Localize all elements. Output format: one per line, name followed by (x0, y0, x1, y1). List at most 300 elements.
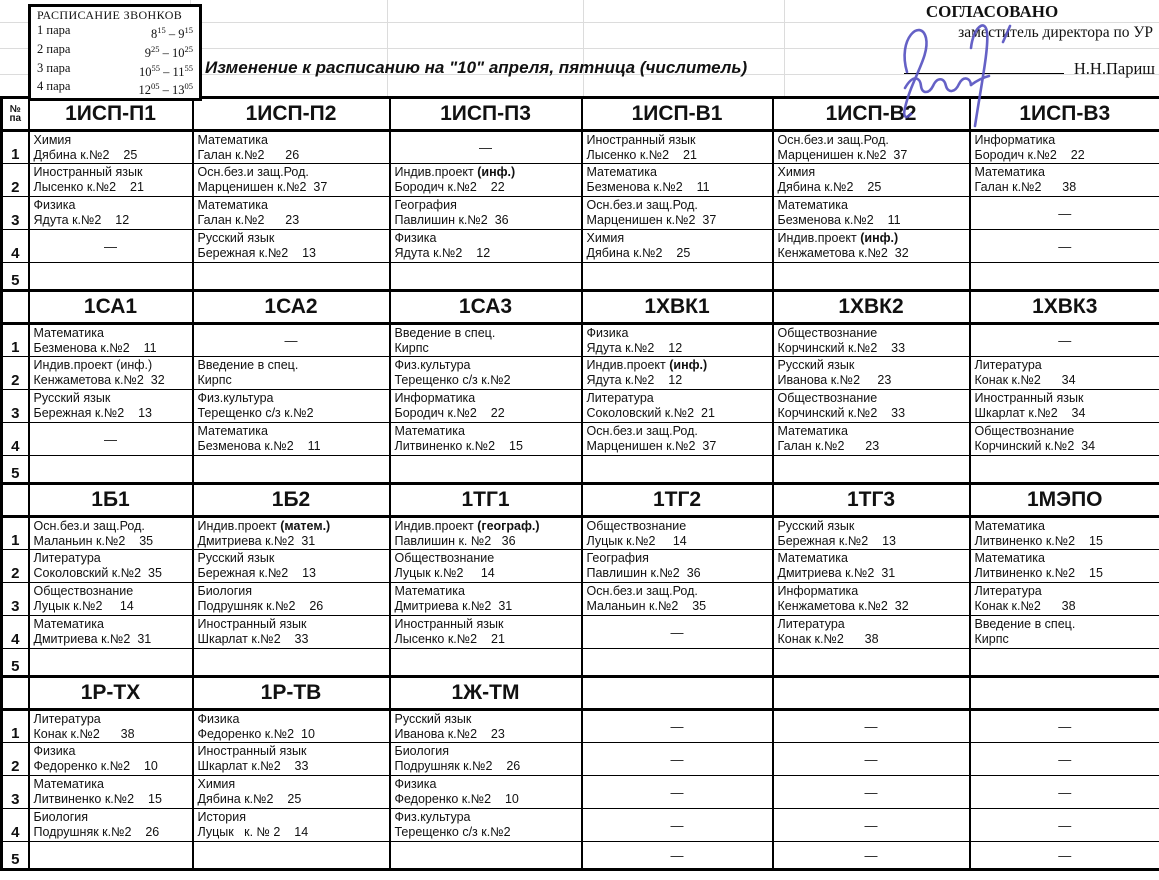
lesson-subject: Обществознание (777, 391, 878, 405)
pair-number: 2 (2, 550, 29, 583)
lesson-cell (970, 616, 1159, 649)
lesson-cell (390, 390, 582, 423)
lesson-teacher-room: Кенжаметова к.№2 32 (33, 373, 165, 387)
lesson-subject: Обществознание (33, 584, 134, 598)
lesson-subject: Индив.проект (инф.) (33, 358, 153, 372)
no-lesson-cell: — (773, 842, 970, 870)
bell-row (37, 42, 193, 61)
lesson-cell (773, 197, 970, 230)
pair-number: 2 (2, 743, 29, 776)
lesson-cell (193, 583, 390, 616)
empty-cell (773, 456, 970, 484)
lesson-cell (970, 517, 1159, 550)
lesson-subject: Литература (974, 358, 1042, 372)
no-lesson-cell: — (193, 324, 390, 357)
lesson-cell (390, 809, 582, 842)
schedule-section-3 (0, 482, 1159, 678)
group-header-1ХВК1: 1ХВК1 (582, 291, 773, 324)
lesson-subject: Иностранный язык (586, 133, 696, 147)
group-header-1ИСП-П3: 1ИСП-П3 (390, 98, 582, 131)
lesson-cell (193, 230, 390, 263)
lesson-teacher-room: Лысенко к.№2 21 (394, 632, 505, 646)
lesson-teacher-room: Дмитриева к.№2 31 (197, 534, 316, 548)
gridline (784, 0, 785, 96)
lesson-cell (582, 324, 773, 357)
lesson-cell (582, 390, 773, 423)
schedule-section-2 (0, 289, 1159, 485)
bell-row-time: $10^{55} - 11^{55}$ (138, 62, 193, 79)
pair-number: 3 (2, 583, 29, 616)
lesson-cell (970, 550, 1159, 583)
lesson-teacher-room: Подрушняк к.№2 26 (197, 599, 324, 613)
lesson-cell (29, 324, 193, 357)
lesson-teacher-room: Конак к.№2 34 (974, 373, 1076, 387)
lesson-cell (390, 357, 582, 390)
lesson-teacher-room: Безменова к.№2 11 (33, 341, 157, 355)
lesson-cell (970, 357, 1159, 390)
lesson-cell (193, 197, 390, 230)
lesson-cell (29, 616, 193, 649)
lesson-cell (773, 616, 970, 649)
lesson-teacher-room: Федоренко к.№2 10 (394, 792, 519, 806)
lesson-teacher-room: Дябина к.№2 25 (586, 246, 691, 260)
lesson-teacher-room: Павлишин к.№2 36 (586, 566, 701, 580)
lesson-subject: История (197, 810, 246, 824)
lesson-teacher-room: Безменова к.№2 11 (586, 180, 710, 194)
lesson-subject: Индив.проект (инф.) (394, 165, 516, 179)
lesson-cell (582, 164, 773, 197)
lesson-teacher-room: Луцык к.№2 14 (586, 534, 687, 548)
lesson-cell (390, 324, 582, 357)
lesson-subject: Химия (197, 777, 236, 791)
lesson-subject: Физ.культура (394, 358, 471, 372)
lesson-teacher-room: Литвиненко к.№2 15 (974, 566, 1103, 580)
no-lesson-cell: — (773, 743, 970, 776)
lesson-subject: Индив.проект (географ.) (394, 519, 540, 533)
lesson-teacher-room: Павлишин к.№2 36 (394, 213, 509, 227)
lesson-teacher-room: Подрушняк к.№2 26 (394, 759, 521, 773)
lesson-subject: Русский язык (197, 231, 275, 245)
lesson-teacher-room: Луцык к.№2 14 (394, 566, 495, 580)
pair-number: 1 (2, 710, 29, 743)
lesson-cell (29, 809, 193, 842)
lesson-cell (193, 776, 390, 809)
lesson-cell (29, 197, 193, 230)
lesson-cell (390, 164, 582, 197)
lesson-teacher-room: Дябина к.№2 25 (33, 148, 138, 162)
lesson-subject: Иностранный язык (33, 165, 143, 179)
lesson-subject: Математика (394, 424, 465, 438)
empty-cell (970, 263, 1159, 291)
lesson-cell (970, 131, 1159, 164)
lesson-teacher-room: Федоренко к.№2 10 (197, 727, 315, 741)
gridline (583, 0, 584, 96)
no-lesson-cell: — (29, 423, 193, 456)
lesson-subject: Математика (974, 519, 1045, 533)
lesson-cell (390, 423, 582, 456)
lesson-subject: Математика (974, 165, 1045, 179)
schedule-tables (0, 96, 1159, 871)
lesson-subject: Физ.культура (197, 391, 274, 405)
lesson-cell (582, 423, 773, 456)
empty-cell (582, 456, 773, 484)
lesson-cell (970, 164, 1159, 197)
bell-row-label: 3 пара (37, 60, 71, 75)
lesson-subject: Биология (197, 584, 253, 598)
group-header-1СА1: 1СА1 (29, 291, 193, 324)
pair-number: 3 (2, 776, 29, 809)
lesson-subject: Осн.без.и защ.Род. (586, 198, 698, 212)
pair-number: 3 (2, 197, 29, 230)
no-lesson-cell: — (582, 842, 773, 870)
lesson-teacher-room: Лысенко к.№2 21 (33, 180, 144, 194)
lesson-subject: Математика (777, 551, 848, 565)
lesson-cell (390, 550, 582, 583)
lesson-teacher-room: Соколовский к.№2 35 (33, 566, 162, 580)
empty-cell (29, 263, 193, 291)
bell-row (37, 79, 193, 98)
bell-schedule-rows (37, 23, 193, 101)
lesson-cell (582, 131, 773, 164)
lesson-teacher-room: Конак к.№2 38 (974, 599, 1076, 613)
lesson-cell (582, 583, 773, 616)
lesson-subject: Литература (33, 712, 101, 726)
lesson-teacher-room: Корчинский к.№2 33 (777, 341, 906, 355)
group-header-1Б1: 1Б1 (29, 484, 193, 517)
group-header-1ХВК3: 1ХВК3 (970, 291, 1159, 324)
lesson-subject: География (394, 198, 457, 212)
bell-row (37, 61, 193, 80)
lesson-teacher-room: Дябина к.№2 25 (197, 792, 302, 806)
lesson-subject: Физика (33, 198, 76, 212)
lesson-cell (193, 809, 390, 842)
lesson-teacher-room: Ядута к.№2 12 (33, 213, 130, 227)
lesson-teacher-room: Корчинский к.№2 33 (777, 406, 906, 420)
lesson-cell (193, 517, 390, 550)
lesson-teacher-room: Терещенко с/з к.№2 (197, 406, 314, 420)
lesson-subject: Осн.без.и защ.Род. (586, 424, 698, 438)
lesson-subject: Литература (974, 584, 1042, 598)
lesson-teacher-room: Конак к.№2 38 (777, 632, 879, 646)
lesson-subject: Русский язык (777, 519, 855, 533)
lesson-subject: Физика (197, 712, 240, 726)
pair-number: 4 (2, 809, 29, 842)
lesson-teacher-room: Павлишин к. №2 36 (394, 534, 516, 548)
lesson-cell (773, 131, 970, 164)
approval-name: Н.Н.Париш (1073, 59, 1155, 78)
group-header-1СА3: 1СА3 (390, 291, 582, 324)
bell-row-time: $8^{15} - 9^{15}$ (151, 25, 193, 42)
lesson-cell (29, 164, 193, 197)
lesson-cell (773, 583, 970, 616)
group-header-1СА2: 1СА2 (193, 291, 390, 324)
lesson-teacher-room: Марценишен к.№2 37 (586, 213, 717, 227)
lesson-cell (773, 517, 970, 550)
lesson-subject: Математика (197, 133, 268, 147)
lesson-teacher-room: Конак к.№2 38 (33, 727, 135, 741)
empty-cell (390, 842, 582, 870)
lesson-cell (193, 710, 390, 743)
lesson-subject: Русский язык (33, 391, 111, 405)
lesson-cell (970, 423, 1159, 456)
lesson-subject: Математика (777, 424, 848, 438)
bell-row-label: 2 пара (37, 41, 71, 56)
lesson-teacher-room: Марценишен к.№2 37 (777, 148, 908, 162)
lesson-subject: Иностранный язык (197, 617, 307, 631)
lesson-teacher-room: Маланьин к.№2 35 (586, 599, 707, 613)
pair-number: 4 (2, 423, 29, 456)
lesson-subject: Русский язык (777, 358, 855, 372)
no-lesson-cell: — (970, 842, 1159, 870)
bell-schedule-box (28, 4, 202, 101)
pair-number: 3 (2, 390, 29, 423)
pair-number: 2 (2, 164, 29, 197)
lesson-subject: Обществознание (586, 519, 687, 533)
lesson-subject: Осн.без.и защ.Род. (197, 165, 309, 179)
lesson-subject: Биология (33, 810, 89, 824)
empty-cell (29, 456, 193, 484)
lesson-cell (29, 743, 193, 776)
pair-number: 4 (2, 616, 29, 649)
group-header-1ИСП-В1: 1ИСП-В1 (582, 98, 773, 131)
no-lesson-cell: — (29, 230, 193, 263)
lesson-teacher-room: Дябина к.№2 25 (777, 180, 882, 194)
empty-cell (390, 263, 582, 291)
lesson-subject: Математика (974, 551, 1045, 565)
lesson-teacher-room: Луцык к. № 2 14 (197, 825, 309, 839)
lesson-subject: Иностранный язык (974, 391, 1084, 405)
lesson-subject: Информатика (974, 133, 1056, 147)
lesson-subject: Химия (586, 231, 625, 245)
lesson-subject: Физ.культура (394, 810, 471, 824)
lesson-cell (29, 776, 193, 809)
lesson-cell (390, 197, 582, 230)
lesson-teacher-room: Кирпс (394, 341, 429, 355)
lesson-cell (390, 230, 582, 263)
lesson-teacher-room: Иванова к.№2 23 (777, 373, 892, 387)
lesson-cell (193, 164, 390, 197)
lesson-teacher-room: Литвиненко к.№2 15 (974, 534, 1103, 548)
lesson-cell (390, 616, 582, 649)
lesson-subject: Математика (197, 198, 268, 212)
group-header-1ТГ2: 1ТГ2 (582, 484, 773, 517)
lesson-cell (193, 616, 390, 649)
pair-number: 1 (2, 324, 29, 357)
pair-number: 5 (2, 263, 29, 291)
lesson-cell (773, 164, 970, 197)
lesson-teacher-room: Дмитриева к.№2 31 (394, 599, 513, 613)
group-header-1ИСП-В2: 1ИСП-В2 (773, 98, 970, 131)
lesson-cell (29, 583, 193, 616)
lesson-teacher-room: Кенжаметова к.№2 32 (777, 599, 909, 613)
lesson-teacher-room: Галан к.№2 23 (777, 439, 880, 453)
lesson-subject: Литература (586, 391, 654, 405)
lesson-subject: Индив.проект (матем.) (197, 519, 331, 533)
lesson-subject: Осн.без.и защ.Род. (777, 133, 889, 147)
empty-cell (390, 456, 582, 484)
lesson-cell (193, 423, 390, 456)
empty-cell (29, 842, 193, 870)
empty-cell (29, 649, 193, 677)
no-lesson-cell: — (970, 743, 1159, 776)
empty-cell (773, 649, 970, 677)
lesson-teacher-room: Терещенко с/з к.№2 (394, 373, 511, 387)
lesson-cell (193, 390, 390, 423)
lesson-cell (582, 230, 773, 263)
lesson-cell (773, 390, 970, 423)
group-header-1ИСП-П1: 1ИСП-П1 (29, 98, 193, 131)
lesson-cell (193, 131, 390, 164)
no-lesson-cell: — (582, 809, 773, 842)
pair-number: 1 (2, 517, 29, 550)
lesson-subject: Литература (33, 551, 101, 565)
empty-cell (582, 649, 773, 677)
pair-number: 2 (2, 357, 29, 390)
lesson-teacher-room: Дмитриева к.№2 31 (33, 632, 152, 646)
lesson-subject: Информатика (394, 391, 476, 405)
empty-cell (773, 263, 970, 291)
no-lesson-cell: — (970, 809, 1159, 842)
bell-row-label: 4 пара (37, 79, 71, 94)
lesson-cell (390, 517, 582, 550)
lesson-subject: Физика (394, 231, 437, 245)
lesson-cell (390, 776, 582, 809)
bell-row (37, 23, 193, 42)
pair-number: 5 (2, 842, 29, 870)
pair-number-corner (2, 484, 29, 517)
group-header-1ХВК2: 1ХВК2 (773, 291, 970, 324)
page-title: Изменение к расписанию на "10" апреля, пятница (числитель) (205, 58, 748, 77)
schedule-section-1 (0, 96, 1159, 292)
lesson-teacher-room: Кирпс (197, 373, 232, 387)
bell-row-time (139, 98, 194, 101)
no-lesson-cell: — (582, 616, 773, 649)
pair-number-corner (2, 291, 29, 324)
group-header-empty (970, 677, 1159, 710)
lesson-teacher-room: Бородич к.№2 22 (394, 406, 505, 420)
lesson-teacher-room: Ядута к.№2 12 (586, 341, 683, 355)
pair-number: 5 (2, 456, 29, 484)
lesson-cell (390, 743, 582, 776)
group-header-1Б2: 1Б2 (193, 484, 390, 517)
lesson-subject: Иностранный язык (197, 744, 307, 758)
lesson-subject: Введение в спец. (197, 358, 299, 372)
lesson-subject: Осн.без.и защ.Род. (33, 519, 145, 533)
empty-cell (970, 649, 1159, 677)
lesson-teacher-room: Бережная к.№2 13 (33, 406, 152, 420)
lesson-teacher-room: Бережная к.№2 13 (197, 246, 316, 260)
pair-number-corner: № па (2, 98, 29, 131)
approval-role: заместитель директора по УР (958, 24, 1153, 41)
approval-signature-row (855, 59, 1155, 79)
lesson-cell (582, 357, 773, 390)
group-header-1Р-ТВ: 1Р-ТВ (193, 677, 390, 710)
lesson-subject: Химия (777, 165, 816, 179)
lesson-subject: Информатика (777, 584, 859, 598)
lesson-subject: Математика (777, 198, 848, 212)
lesson-subject: Химия (33, 133, 72, 147)
lesson-cell (193, 743, 390, 776)
approval-block (855, 2, 1155, 79)
no-lesson-cell: — (773, 776, 970, 809)
no-lesson-cell: — (582, 776, 773, 809)
lesson-subject: Русский язык (197, 551, 275, 565)
lesson-subject: Обществознание (777, 326, 878, 340)
lesson-teacher-room: Галан к.№2 38 (974, 180, 1077, 194)
empty-cell (390, 649, 582, 677)
lesson-teacher-room: Корчинский к.№2 34 (974, 439, 1096, 453)
lesson-teacher-room: Кенжаметова к.№2 32 (777, 246, 909, 260)
lesson-teacher-room: Луцык к.№2 14 (33, 599, 134, 613)
lesson-cell (29, 357, 193, 390)
lesson-cell (29, 390, 193, 423)
lesson-teacher-room: Марценишен к.№2 37 (586, 439, 717, 453)
lesson-cell (773, 357, 970, 390)
lesson-subject: Математика (394, 584, 465, 598)
lesson-teacher-room: Дмитриева к.№2 31 (777, 566, 896, 580)
lesson-cell (193, 550, 390, 583)
group-header-1ИСП-П2: 1ИСП-П2 (193, 98, 390, 131)
lesson-subject: Осн.без.и защ.Род. (586, 584, 698, 598)
lesson-teacher-room: Бородич к.№2 22 (394, 180, 505, 194)
lesson-cell (773, 324, 970, 357)
lesson-teacher-room: Маланьин к.№2 35 (33, 534, 154, 548)
lesson-subject: Иностранный язык (394, 617, 504, 631)
lesson-cell (390, 583, 582, 616)
bell-schedule-title: РАСПИСАНИЕ ЗВОНКОВ (37, 8, 183, 22)
empty-cell (193, 263, 390, 291)
lesson-teacher-room: Лысенко к.№2 21 (586, 148, 697, 162)
lesson-teacher-room: Марценишен к.№2 37 (197, 180, 328, 194)
lesson-teacher-room: Ядута к.№2 12 (586, 373, 683, 387)
lesson-teacher-room: Шкарлат к.№2 34 (974, 406, 1086, 420)
no-lesson-cell: — (970, 197, 1159, 230)
group-header-1ТГ1: 1ТГ1 (390, 484, 582, 517)
lesson-teacher-room: Бородич к.№2 22 (974, 148, 1085, 162)
lesson-cell (390, 710, 582, 743)
lesson-subject: Литература (777, 617, 845, 631)
lesson-cell (29, 550, 193, 583)
no-lesson-cell: — (773, 809, 970, 842)
lesson-teacher-room: Литвиненко к.№2 15 (394, 439, 523, 453)
approval-heading: СОГЛАСОВАНО (925, 2, 1059, 21)
lesson-teacher-room: Безменова к.№2 11 (197, 439, 321, 453)
bell-row-label: 1 пара (37, 23, 71, 37)
no-lesson-cell: — (390, 131, 582, 164)
lesson-cell (29, 517, 193, 550)
lesson-cell (582, 197, 773, 230)
pair-number-corner (2, 677, 29, 710)
lesson-subject: Введение в спец. (394, 326, 496, 340)
bell-row-time: $9^{25} - 10^{25}$ (144, 43, 193, 60)
lesson-cell (773, 423, 970, 456)
group-header-1МЭПО: 1МЭПО (970, 484, 1159, 517)
lesson-teacher-room: Безменова к.№2 11 (777, 213, 901, 227)
lesson-cell (29, 710, 193, 743)
lesson-teacher-room: Шкарлат к.№2 33 (197, 632, 309, 646)
lesson-subject: Физика (394, 777, 437, 791)
schedule-section-4 (0, 675, 1159, 871)
no-lesson-cell: — (970, 230, 1159, 263)
signature-line (904, 73, 1064, 74)
lesson-subject: Математика (33, 326, 104, 340)
lesson-subject: География (586, 551, 649, 565)
lesson-teacher-room: Галан к.№2 26 (197, 148, 300, 162)
lesson-cell (29, 131, 193, 164)
lesson-subject: Математика (33, 617, 104, 631)
lesson-subject: Обществознание (394, 551, 495, 565)
header-band (0, 0, 1159, 96)
